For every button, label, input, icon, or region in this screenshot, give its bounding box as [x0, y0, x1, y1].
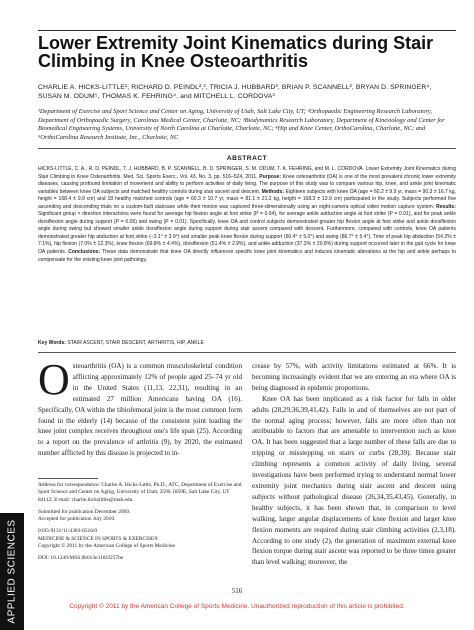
purpose-label: Purpose: — [259, 173, 282, 180]
journal-name: MEDICINE & SCIENCE IN SPORTS & EXERCISE® — [38, 535, 159, 542]
accepted-date: Accepted for publication July 2010. — [38, 516, 116, 523]
left-column-text: steoarthritis (OA) is a common musculoskeletal condition afflicting approximately 12% of people aged 25–74 yr old in the United States (11,13, 22,31), resulting in an estimated 27 million Americans having OA (16). Specifically, OA within the tibiofemoral joint is the most common form found in the elderly (14) because of the consistent joint loading the knee joint complex receives throughout one's life span (25). According to a report on the prevalence of arthritis (9), by 2020, the estimated number afflicted by this disease is projected to in- — [38, 362, 242, 458]
abstract-bottom-rule — [38, 352, 456, 353]
abstract-citation: HICKS-LITTLE, C. A., R. D. PEINDL, T. J. HUBBARD, B. P. SCANNELL, B. D. SPRINGER, S. M. ODUM, T. K. FEHRING, and M. L. CORDOVA. Lower Extremity Joint Kinematics during Stair Climbing in Knee Osteoarthritis. Med. Sci. Sports Exerc., Vol. 43, No. 3, pp. 516–524, 2011. — [38, 166, 456, 180]
body-right-column — [252, 361, 456, 568]
author-list: CHARLIE A. HICKS-LITTLE¹, RICHARD D. PEINDL²,³, TRICIA J. HUBBARD³, BRIAN P. SCANNELL², BRYAN D. SPRINGER⁴, SUSAN M. ODUM⁵, THOMAS K. FEHRING⁴, and MITCHELL L. CORDOVA³ — [38, 84, 432, 100]
conclusions-label: Conclusions: — [68, 249, 101, 256]
right-paragraph-2: Knee OA has been implicated as a risk factor for falls in older adults (28,29,36,39,41,42). Falls in and of themselves are not part of the normal aging process; however, falls are more often than not attributable to factors that are amenable to intervention such as knee OA. It has been suggested that a large number of these falls are due to tripping or misstepping on stairs or curbs (28,39). Because stair climbing represents a common activity of daily living, several investigations have been performed trying to understand normal lower extremity joint mechanics during stair ascent and descent using subjects without pathological disease (26,34,35,43,45). Generally, in healthy subjects, it has been shown that, in comparison to level walking, larger angular displacements of knee flexion and larger knee flexion moments are required during stair climbing activities (2,3,18). According to one study (2), the generation of maximum external knee flexion torque during stair ascent was reported to be three times greater than level walking; moreover, the — [252, 394, 456, 567]
body-left-column — [38, 355, 242, 459]
abstract-methods: Eighteen subjects with knee OA (age = 60.2 ± 9.9 yr, mass = 90.3 ± 16.7 kg, height = 168.4 ± 9.9 cm) and 18 healthy matched controls (age = 60.3 ± 10.7 yr, mass = 81.1 ± 21.2 kg, height = 168.3 ± 13.9 cm) participated in the study. Subjects performed five ascending and descending trials on a custom-built staircase while their motion was captured three-dimensionally using an eight-camera optical video motion capture system. — [38, 188, 457, 210]
footnote-block — [38, 482, 242, 563]
doi-line: DOI: 10.1249/MSS.0b013e3181f257be — [38, 555, 124, 562]
abstract-top-rule — [38, 148, 456, 149]
right-paragraph-1: crease by 57%, with activity limitations estimated at 66%. It is becoming increasingly evident that we are entering an era where OA is being diagnosed in epidemic proportions. — [252, 362, 456, 392]
abstract-purpose: Knee osteoarthritis (OA) is one of the most prevalent chronic lower extremity diseases, causing profound limitation of movement and ability to perform activities of daily living. The purpose of this study was to compare various hip, knee, and ankle joint kinematic variables between knee OA subjects and matched healthy controls during stair ascent and descent. — [38, 173, 456, 195]
section-side-tab-label — [0, 513, 24, 630]
section-label: APPLIED SCIENCES — [6, 519, 18, 624]
abstract-results: Significant group × direction interactions were found for average hip flexion angle at foot strike (P = 0.04), for average ankle adduction angle at foot strike (P = 0.01), and for peak ankle dorsiflexion angle during support (P = 0.05) and swing (P = 0.01). Specifically, knee OA and control subjects demonstrated greater hip flexion angle at foot strike and ankle dorsiflexion angle during swing but showed smaller ankle dorsiflexion angle during support during stair ascent compared with descent. Furthermore, compared with controls, knee OA patients demonstrated greater hip abduction at foot strike (−3.1° ± 3.9°) and smaller peak knee flexion during support (60.4° ± 5.0°) and swing (86.7° ± 5.4°). Time of peak hip abduction (54.2% ± 7.1%), hip flexion (7.0% ± 12.3%), knee flexion (69.8% ± 4.4%), dorsiflexion (51.4% ± 2.9%), and ankle adduction (37.3% ± 20.8%) during support occurred later in the gait cycle for knee OA patients. — [38, 211, 456, 256]
submitted-date: Submitted for publication December 2009. — [38, 508, 131, 515]
results-label: Results: — [436, 203, 457, 210]
keywords-label: Key Words: — [38, 340, 66, 346]
affiliations: ¹Department of Exercise and Sport Science and Center on Aging, University of Utah, Salt Lake City, UT; ²Orthopaedic Engineering Research Laboratory, Department of Orthopaedic Surgery, Carolinas Medical Center, Charlotte, NC; ³Biodynamics Research Laboratory, Department of Kinesiology and Center for Biomedical Engineering Systems, University of North Carolina at Charlotte, Charlotte, NC; ⁴Hip and Knee Center, OrthoCarolina, Charlotte, NC; and ⁵OrthoCarolina Research Institute, Inc., Charlotte, NC — [38, 108, 445, 141]
keywords — [38, 340, 456, 348]
correspondence-note: Address for correspondence: Charlie A. Hicks-Little, Ph.D., ATC, Department of Exercise and Sport Science and Center on Aging, University of Utah, 250S 1850E, Salt Lake City, UT 84112; E-mail: charlie.hickslittle@utah.edu. — [38, 482, 242, 503]
drop-cap: O — [38, 355, 70, 404]
methods-label: Methods: — [261, 188, 285, 195]
article-title: Lower Extremity Joint Kinematics during Stair Climbing in Knee Osteoarthritis — [38, 33, 434, 71]
page-number: 516 — [231, 587, 243, 595]
header-rule — [38, 30, 456, 31]
abstract-conclusions: These data demonstrate that knee OA directly influences specific knee joint kinematics and induces kinematic alterations at the hip and ankle perhaps to compensate for the existing knee joint pathology. — [38, 249, 457, 263]
issn-line: 0195-9131/11/4303-0516/0 — [38, 528, 98, 535]
abstract-heading: ABSTRACT — [226, 155, 268, 162]
journal-copyright: Copyright © 2011 by the American College of Sports Medicine — [38, 543, 175, 550]
footnote-rule — [38, 478, 98, 479]
copyright-notice: Copyright © 2011 by the American College of Sports Medicine. Unauthorized reproduction of this article is prohibited. — [69, 603, 405, 610]
abstract-body — [38, 166, 456, 264]
keywords-text: STAIR ASCENT, STAIR DESCENT, ARTHRITIS, HIP, ANKLE — [67, 340, 204, 346]
